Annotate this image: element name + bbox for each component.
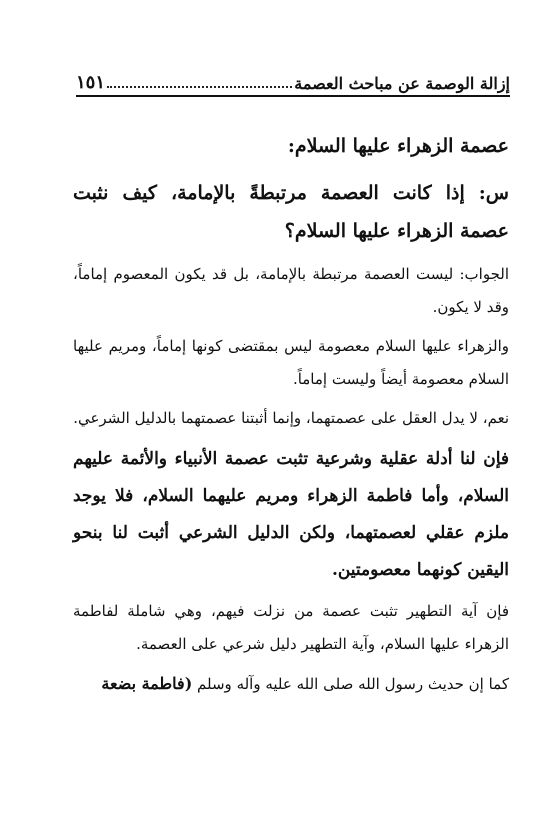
zahra-paragraph: والزهراء عليها السلام معصومة ليس بمقتضى كونها إماماً، ومريم عليها السلام معصومة أيضاً وليست إماماً. [73, 337, 509, 388]
tathir-paragraph: فإن آية التطهير تثبت عصمة من نزلت فيهم، وهي شاملة لفاطمة الزهراء عليها السلام، وآية التطهير دليل شرعي على العصمة. [73, 602, 509, 653]
hadith-paragraph [73, 667, 509, 701]
hadith-quote: (فاطمة بضعة [101, 674, 193, 693]
answer-paragraph: الجواب: ليست العصمة مرتبطة بالإمامة، بل قد يكون المعصوم إماماً، وقد لا يكون. [73, 265, 509, 316]
running-header [76, 58, 510, 92]
bold-evidence-paragraph: فإن لنا أدلة عقلية وشرعية تثبت عصمة الأنبياء والأئمة عليهم السلام، وأما فاطمة الزهراء ومريم عليهما السلام، فلا يوجد ملزم عقلي لعصمتهما، ولكن الدليل الشرعي أثبت لنا بنحو اليقين كونهما معصومتين. [73, 449, 509, 580]
reason-paragraph: نعم، لا يدل العقل على عصمتهما، وإنما أثبتنا عصمتهما بالدليل الشرعي. [73, 409, 509, 427]
book-title: إزالة الوصمة عن مباحث العصمة [294, 74, 510, 93]
hadith-intro: كما إن حديث رسول الله صلى الله عليه وآله وسلم [192, 675, 509, 693]
section-heading: عصمة الزهراء عليها السلام: [287, 135, 509, 157]
leader-dots [107, 85, 292, 88]
page-body [73, 128, 509, 701]
question-paragraph: س: إذا كانت العصمة مرتبطةً بالإمامة، كيف نثبت عصمة الزهراء عليها السلام؟ [73, 182, 509, 242]
page-number: ١٥١ [76, 72, 106, 93]
header-rule [76, 95, 510, 97]
